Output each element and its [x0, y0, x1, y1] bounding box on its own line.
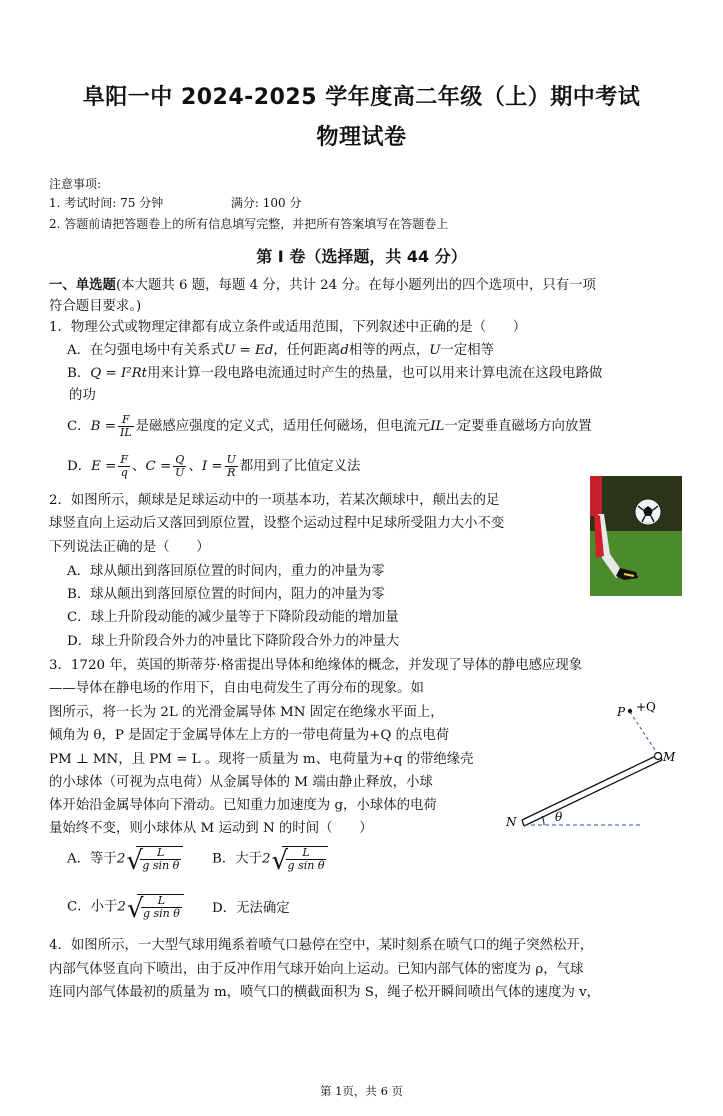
- q3-a-fraction: [140, 847, 181, 872]
- q3-a-label: A．等于: [67, 851, 117, 867]
- q1-option-a: [67, 341, 494, 361]
- q3-c-num: √ L: [141, 895, 182, 908]
- conductor-edge-bottom: [524, 760, 662, 826]
- q1-c-num: F: [118, 414, 134, 427]
- q3-c-den: g sin θ: [142, 907, 180, 920]
- q1-b-label: B．: [67, 366, 91, 381]
- q1-c-fraction: [118, 414, 134, 439]
- q1-d-e-fraction: [118, 454, 130, 479]
- exam-title: 阜阳一中 2024-2025 学年度高二年级（上）期中考试: [82, 85, 641, 110]
- q3-stem-1: 3．1720 年，英国的斯蒂芬·格雷提出导体和绝缘体的概念，并发现了导体的静电感应现象: [49, 658, 583, 673]
- q1-c-text: 是磁感应强度的定义式，适用任何磁场，但电流元: [135, 419, 431, 434]
- q1-c-label: C．: [67, 419, 91, 434]
- q2-option-d: D．球上升阶段合外力的冲量比下降阶段合外力的冲量大: [67, 634, 400, 649]
- q1-d-i: I =: [201, 459, 223, 474]
- exam-subtitle: 物理试卷: [316, 125, 407, 150]
- q3-b-den: g sin θ: [287, 859, 325, 872]
- q3-a-coef: 2: [116, 851, 126, 867]
- q3-b-label: B．大于: [212, 851, 263, 867]
- notice-heading: 注意事项:: [49, 177, 102, 191]
- q3-option-d: D．无法确定: [212, 901, 290, 916]
- q1-d-i-fraction: [225, 454, 238, 479]
- small-ball: [655, 753, 662, 760]
- label-p: P: [617, 705, 626, 719]
- q1-option-b: [67, 364, 602, 384]
- q1-stem: 1．物理公式或物理定律都有成立条件或适用范围，下列叙述中正确的是（ ）: [49, 320, 527, 335]
- q1-d-sep2: 、: [188, 459, 202, 474]
- q3-option-b: [212, 846, 328, 872]
- soccer-juggling-photo: [590, 476, 682, 596]
- q1-d-c: C =: [145, 459, 172, 474]
- q3-b-fraction: [286, 847, 327, 872]
- q1-a-text: A．在匀强电场中有关系式: [67, 343, 224, 358]
- part1-desc-a: (本大题共 6 题，每题 4 分，共计 24 分。在每小题列出的四个选项中，只有一项: [115, 278, 596, 293]
- q1-d-i-num: U: [226, 453, 236, 466]
- section-title: 第 I 卷（选择题，共 44 分）: [256, 247, 467, 266]
- incline-diagram: [500, 695, 700, 835]
- q1-a-post: 一定相等: [440, 343, 495, 358]
- q3-stem-4: 倾角为 θ，P 是固定于金属导体左上方的一带电荷量为+Q 的点电荷: [49, 728, 450, 743]
- q2-option-c: C．球上升阶段动能的减少量等于下降阶段动能的增加量: [67, 610, 399, 625]
- q1-d-c-num: Q: [173, 454, 186, 467]
- q3-stem-2: ——导体在静电场的作用下，自由电荷发生了再分布的现象。如: [49, 681, 424, 696]
- q3-c-coef: 2: [117, 899, 126, 915]
- notice-item-1: [49, 195, 301, 211]
- theta-arc: [542, 816, 544, 825]
- q3-b-num: √ L: [286, 847, 327, 860]
- q1-a-u: U: [429, 343, 441, 358]
- q3-a-den: g sin θ: [142, 859, 180, 872]
- q3-c-fraction: [141, 895, 182, 920]
- conductor-edge-top: [522, 754, 660, 820]
- q3-c-label: C．小于: [67, 899, 118, 915]
- q1-d-c-den: U: [175, 466, 185, 479]
- q4-line-1: 4．如图所示，一大型气球用绳系着喷气口悬停在空中，某时刻系在喷气口的绳子突然松开，: [49, 938, 594, 953]
- q1-option-c: [67, 414, 592, 439]
- q2-option-a: A．球从颠出到落回原位置的时间内，重力的冲量为零: [67, 564, 385, 579]
- q3-c-sqrt: [127, 894, 184, 920]
- q1-d-e-num: F: [120, 453, 129, 466]
- q1-a-mid2: 相等的两点，: [348, 343, 430, 358]
- conductor-end-n: [522, 820, 524, 826]
- q3-a-num: √ L: [140, 847, 181, 860]
- q1-d-text: 都用到了比值定义法: [239, 459, 361, 474]
- q1-a-d: d: [340, 343, 349, 358]
- q2-stem-2: 球竖直向上运动后又落回到原位置，设整个运动过程中足球所受阻力大小不变: [49, 516, 505, 531]
- q1-d-e-den: q: [120, 466, 128, 479]
- notice-score: 满分: 100 分: [230, 196, 302, 210]
- q4-line-3: 连同内部气体最初的质量为 m，喷气口的横截面积为 S，绳子松开瞬间喷出气体的速度为 v，: [49, 985, 601, 1000]
- q1-option-b-cont: 的功: [69, 388, 96, 403]
- label-theta: θ: [555, 810, 563, 824]
- q1-d-label: D．: [67, 459, 92, 474]
- part1-heading: 一、单选题: [49, 277, 116, 293]
- q4-line-2: 内部气体竖直向下喷出，由于反冲作用气球开始向上运动。已知内部气体的密度为 ρ，气球: [49, 962, 584, 977]
- q1-d-c-fraction: [173, 454, 186, 479]
- q3-b-coef: 2: [262, 851, 271, 867]
- q1-a-formula: U = Ed: [223, 343, 274, 358]
- q1-a-mid: ，任何距离: [273, 343, 341, 358]
- q1-c-b: B =: [90, 419, 116, 434]
- q1-c-il: IL: [430, 419, 445, 434]
- q3-a-sqrt: [126, 846, 183, 872]
- q3-option-c: [67, 894, 184, 920]
- q2-stem-1: 2．如图所示，颠球是足球运动中的一项基本功，若某次颠球中，颠出去的足: [49, 493, 500, 508]
- q1-c-text2: 一定要垂直磁场方向放置: [444, 419, 592, 434]
- notice-time: 1. 考试时间: 75 分钟: [49, 196, 164, 210]
- q2-stem-3: 下列说法正确的是（ ）: [49, 540, 210, 555]
- q3-option-a: [67, 846, 183, 872]
- q3-stem-7: 体开始沿金属导体向下滑动。已知重力加速度为 g，小球体的电荷: [49, 798, 437, 813]
- part1-desc-b: 符合题目要求。): [49, 299, 142, 314]
- label-m: M: [663, 750, 676, 764]
- q3-stem-3: 图所示，将一长为 2L 的光滑金属导体 MN 固定在绝缘水平面上，: [49, 705, 444, 720]
- q1-option-d: [67, 454, 360, 479]
- incline-diagram-svg: [500, 695, 700, 835]
- q1-b-text: 用来计算一段电路电流通过时产生的热量，也可以用来计算电流在这段电路做: [147, 366, 603, 381]
- soccer-photo-illustration: [590, 476, 682, 596]
- pm-dashed-line: [630, 712, 657, 753]
- q3-stem-5: PM ⊥ MN，且 PM = L 。现将一质量为 m、电荷量为+q 的带绝缘壳: [49, 752, 474, 767]
- q1-d-e: E =: [91, 459, 117, 474]
- part1-description: [49, 275, 596, 296]
- label-n: N: [506, 815, 517, 829]
- q3-stem-8: 量始终不变，则小球体从 M 运动到 N 的时间（ ）: [49, 821, 373, 836]
- q1-d-i-den: R: [227, 466, 236, 479]
- point-charge-p: [628, 709, 632, 713]
- q2-option-b: B．球从颠出到落回原位置的时间内，阻力的冲量为零: [67, 587, 385, 602]
- notice-item-2: 2. 答题前请把答题卷上的所有信息填写完整，并把所有答案填写在答题卷上: [49, 217, 449, 231]
- q1-c-den: IL: [119, 426, 132, 439]
- q1-d-sep1: 、: [132, 459, 146, 474]
- q3-b-sqrt: [272, 846, 329, 872]
- label-plus-q: +Q: [636, 700, 656, 714]
- q3-stem-6: 的小球体（可视为点电荷）从金属导体的 M 端由静止释放，小球: [49, 775, 433, 790]
- q1-b-formula: Q = I²Rt: [90, 366, 148, 381]
- page-footer: 第 1页，共 6 页: [319, 1084, 404, 1098]
